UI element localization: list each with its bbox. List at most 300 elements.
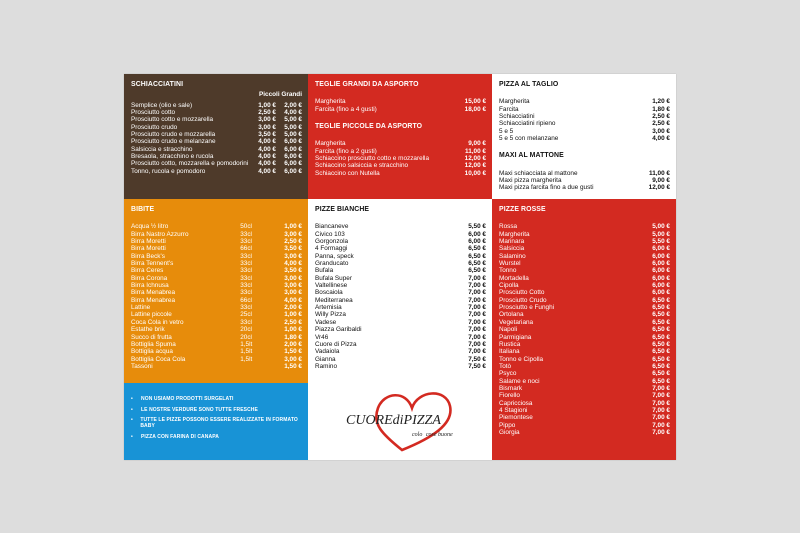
item-name: Piazza Garibaldi [315,326,362,334]
item-name: Prosciutto cotto e mozzarella [131,116,214,124]
item-price: 6,00 € [652,252,670,260]
item-size [240,363,284,370]
item-name: 4 Stagioni [499,406,528,414]
menu-item [315,231,486,238]
item-price: 1,80 € [652,105,670,113]
item-name: Tonno, rucola e pomodoro [131,167,206,175]
item-name: Wurstel [499,260,521,268]
menu-item [131,116,302,123]
menu-sheet [124,74,676,460]
note-item [131,417,302,429]
item-size: 66cl [240,245,252,253]
item-size: 50cl [240,223,252,231]
item-name: Willy Pizza [315,311,346,319]
item-name: Prosciutto Cotto [499,289,545,297]
menu-item [315,148,486,155]
menu-item [131,168,302,175]
menu-item [131,348,302,355]
item-price: 7,00 € [468,326,486,334]
item-name: Cipolla [499,282,519,290]
item-price-small: 1,00 € [258,101,276,109]
item-price: 7,00 € [468,340,486,348]
item-size: 33cl [240,318,252,326]
item-name: Rustica [499,340,521,348]
item-price: 2,50 € [652,120,670,128]
menu-item [315,348,486,355]
item-price: 7,50 € [468,362,486,370]
item-price: 6,50 € [468,267,486,275]
item-size: 20cl [240,333,252,341]
item-name: Lattine [131,304,151,312]
item-price: 18,00 € [464,105,486,113]
item-name: Birra Nastro Azzurro [131,230,189,238]
item-price: 9,00 € [652,177,670,185]
menu-item [499,184,670,191]
item-price: 2,00 € [284,304,302,312]
menu-item [131,124,302,131]
menu-item [499,378,670,385]
item-name: Prosciutto crudo e mozzarella [131,131,216,139]
item-price: 7,00 € [652,399,670,407]
item-name: Margherita [315,140,346,148]
item-name: Farcita [499,105,519,113]
item-price: 2,00 € [284,340,302,348]
item-price: 11,00 € [649,169,670,177]
item-price: 7,00 € [468,274,486,282]
schiacciatini-column-headers [131,91,302,98]
item-name: Totò [499,362,512,370]
item-name: Marinara [499,238,525,246]
item-name: Bresaola, stracchino e rucola [131,153,214,161]
item-price: 4,00 € [652,135,670,143]
item-name: Gorgonzola [315,238,349,246]
item-name: Gianna [315,355,336,363]
menu-item [315,98,486,105]
item-name: Piemontese [499,414,533,422]
menu-item [499,385,670,392]
item-name: Birra Menabrea [131,289,176,297]
item-name: Italiana [499,348,520,356]
menu-item [499,297,670,304]
item-price: 6,50 € [652,304,670,312]
item-price: 6,00 € [468,238,486,246]
item-price: 2,50 € [652,113,670,121]
item-price-large: 6,00 € [284,145,302,153]
item-name: Vegetariana [499,318,534,326]
item-size: 66cl [240,296,252,304]
item-price: 3,00 € [652,127,670,135]
item-name: Vr46 [315,333,329,341]
column-small-label: Piccoli [259,91,280,99]
menu-item [131,311,302,318]
schiacciatini-title: SCHIACCIATINI [131,81,184,88]
item-price: 7,00 € [468,296,486,304]
item-name: Vadaiola [315,348,340,356]
item-name: Bottiglia Coca Cola [131,355,186,363]
menu-item [499,275,670,282]
menu-item [315,170,486,177]
menu-item [499,260,670,267]
pizza-taglio-title: PIZZA AL TAGLIO [499,81,559,88]
menu-item [131,223,302,230]
item-name: Prosciutto cotto, mozzarella e pomodorini [131,160,249,168]
item-price: 3,00 € [284,355,302,363]
item-name: Psyco [499,370,517,378]
item-price: 6,50 € [652,318,670,326]
item-price: 6,00 € [652,282,670,290]
bibite-list [131,223,302,370]
note-text: TUTTE LE PIZZE POSSONO ESSERE REALIZZATE IN FORMATO BABY [140,417,298,429]
item-name: Bottiglia Spuma [131,340,176,348]
item-price: 7,00 € [652,384,670,392]
menu-item [131,245,302,252]
item-name: Bufala [315,267,334,275]
item-size: 33cl [240,230,252,238]
item-price: 6,50 € [468,252,486,260]
item-name: Schiaccino con Nutella [315,169,380,177]
item-size: 33cl [240,238,252,246]
pizze-bianche-list [315,223,486,370]
item-price: 6,50 € [652,333,670,341]
bibite-title: BIBITE [131,206,155,213]
schiacciatini-list [131,102,302,175]
menu-item [131,253,302,260]
item-price: 3,00 € [284,282,302,290]
item-price: 6,00 € [652,274,670,282]
item-price: 7,00 € [652,428,670,436]
note-bullet: • [131,433,133,440]
item-price: 6,50 € [652,311,670,319]
item-name: Tassoni [131,362,153,370]
item-name: Farcita (fino a 2 gusti) [315,147,377,155]
item-price: 2,50 € [284,318,302,326]
item-price: 6,00 € [652,260,670,268]
item-name: 4 Formaggi [315,245,348,253]
item-price: 1,50 € [284,362,302,370]
menu-item [131,260,302,267]
item-price: 2,50 € [284,238,302,246]
item-price: 6,50 € [652,377,670,385]
item-price: 1,80 € [284,333,302,341]
item-name: Boscaiola [315,289,343,297]
menu-item [315,334,486,341]
item-name: Birra Moretti [131,238,166,246]
item-price: 6,50 € [652,370,670,378]
item-name: Salsiccia [499,245,525,253]
menu-item [499,363,670,370]
cuore-di-pizza-logo [342,384,472,452]
item-name: Granducato [315,260,349,268]
item-name: Birra Moretti [131,245,166,253]
menu-item [315,238,486,245]
item-price: 1,20 € [652,98,670,106]
item-price-large: 5,00 € [284,123,302,131]
item-price: 1,00 € [284,311,302,319]
item-name: Birra Menabrea [131,296,176,304]
item-price-large: 5,00 € [284,116,302,124]
item-price: 7,00 € [468,282,486,290]
item-price: 3,50 € [284,267,302,275]
item-price: 7,00 € [652,392,670,400]
bibite-panel [124,199,308,383]
menu-item [315,363,486,370]
item-price: 5,50 € [468,223,486,231]
item-name: Margherita [499,230,530,238]
item-name: Prosciutto crudo [131,123,178,131]
menu-item [499,311,670,318]
teglie-piccole-title: TEGLIE PICCOLE DA ASPORTO [315,123,423,131]
item-price: 3,50 € [284,245,302,253]
menu-item [131,363,302,370]
menu-item [499,334,670,341]
item-name: Napoli [499,326,518,334]
item-price: 6,50 € [468,260,486,268]
item-price: 6,00 € [652,245,670,253]
item-price: 12,00 € [464,162,486,170]
item-name: Mortadella [499,274,529,282]
item-size: 33cl [240,252,252,260]
item-size: 33cl [240,274,252,282]
item-price: 7,00 € [468,318,486,326]
menu-item [315,341,486,348]
item-price-small: 4,00 € [258,167,276,175]
schiacciatini-panel [124,74,308,199]
item-name: Lattine piccole [131,311,172,319]
menu-item [499,267,670,274]
item-price: 7,00 € [468,289,486,297]
menu-item [131,153,302,160]
menu-item [315,253,486,260]
item-name: Coca Cola in vetro [131,318,184,326]
pizze-rosse-panel [492,199,676,460]
menu-item [499,120,670,127]
item-price: 7,00 € [468,311,486,319]
item-price: 6,00 € [468,230,486,238]
item-price-large: 6,00 € [284,138,302,146]
menu-item [315,304,486,311]
item-price-small: 2,50 € [258,109,276,117]
item-price: 7,00 € [652,421,670,429]
item-name: Schiaccino prosciutto cotto e mozzarella [315,155,430,163]
item-price: 6,50 € [652,362,670,370]
item-name: Giorgia [499,428,520,436]
item-size: 33cl [240,267,252,275]
item-size: 33cl [240,289,252,297]
item-name: Acqua ½ litro [131,223,169,231]
item-name: Schiacciatini [499,113,535,121]
item-price-small: 3,00 € [258,123,276,131]
note-item [131,434,302,440]
menu-item [131,356,302,363]
item-name: Salame e noci [499,377,540,385]
item-name: Mediterranea [315,296,353,304]
item-price: 6,00 € [652,289,670,297]
menu-item [499,429,670,436]
item-name: Estathe brik [131,326,165,334]
item-name: Bismark [499,384,523,392]
menu-item [131,334,302,341]
logo-main-text: CUOREdiPIZZA [346,413,441,428]
menu-item [315,356,486,363]
item-price: 12,00 € [464,155,486,163]
item-price-large: 4,00 € [284,109,302,117]
item-price: 3,00 € [284,230,302,238]
menu-item [499,128,670,135]
item-name: Tonno e Cipolla [499,355,544,363]
note-text: PIZZA CON FARINA DI CANAPA [141,433,219,440]
item-size: 1,5lt [240,355,253,363]
menu-item [499,356,670,363]
item-name: Pippo [499,421,516,429]
menu-item [315,311,486,318]
menu-item [499,223,670,230]
item-name: Semplice (olio e sale) [131,101,193,109]
item-price: 6,50 € [652,355,670,363]
menu-item [131,238,302,245]
menu-item [315,319,486,326]
item-price: 10,00 € [464,169,486,177]
menu-item [315,275,486,282]
item-price: 3,00 € [284,289,302,297]
menu-item [499,106,670,113]
item-name: Valtellinese [315,282,348,290]
item-name: Civico 103 [315,230,345,238]
item-name: Birra Ceres [131,267,164,275]
item-price: 5,00 € [652,223,670,231]
menu-item [131,326,302,333]
menu-item [315,282,486,289]
item-name: 5 e 5 [499,127,514,135]
menu-item [131,267,302,274]
menu-item [131,289,302,296]
menu-item [315,155,486,162]
item-name: 5 e 5 con melanzane [499,135,559,143]
item-name: Biancaneve [315,223,349,231]
item-name: Prosciutto Crudo [499,296,547,304]
item-price: 6,50 € [652,348,670,356]
item-price-large: 6,00 € [284,160,302,168]
item-name: Fiorello [499,392,520,400]
pizze-bianche-panel [308,199,492,460]
item-name: Margherita [499,98,530,106]
item-size: 1,5lt [240,348,253,356]
menu-item [315,297,486,304]
item-price: 9,00 € [468,140,486,148]
item-name: Schiaccino salsiccia e stracchino [315,162,409,170]
teglie-grandi-list [315,98,486,113]
menu-item [315,245,486,252]
maxi-title: MAXI AL MATTONE [499,152,564,160]
item-price: 7,00 € [468,304,486,312]
item-price-small: 3,00 € [258,116,276,124]
pizza-taglio-list [499,98,670,142]
item-price: 6,50 € [652,326,670,334]
menu-item [315,326,486,333]
menu-item [499,392,670,399]
menu-item [315,260,486,267]
item-size: 33cl [240,304,252,312]
item-price-small: 3,50 € [258,131,276,139]
item-price: 11,00 € [465,147,486,155]
item-price: 3,00 € [284,252,302,260]
item-price: 7,00 € [468,333,486,341]
item-name: Rossa [499,223,518,231]
item-price: 5,00 € [652,230,670,238]
item-name: Ramino [315,362,338,370]
item-price: 7,00 € [468,348,486,356]
item-price: 7,00 € [652,414,670,422]
item-price: 15,00 € [464,98,486,106]
menu-item [315,106,486,113]
menu-item [499,113,670,120]
menu-item [499,414,670,421]
item-price-small: 4,00 € [258,138,276,146]
item-name: Schiacciatini ripieno [499,120,556,128]
item-price: 4,00 € [284,260,302,268]
menu-item [499,407,670,414]
item-name: Succo di frutta [131,333,172,341]
item-price: 1,00 € [284,326,302,334]
menu-item [499,422,670,429]
item-name: Bufala Super [315,274,352,282]
item-name: Maxi pizza margherita [499,177,562,185]
menu-item [131,304,302,311]
menu-item [499,98,670,105]
menu-item [131,231,302,238]
item-name: Margherita [315,98,346,106]
menu-item [499,238,670,245]
menu-item [499,177,670,184]
item-name: Birra Corona [131,274,168,282]
item-price: 12,00 € [648,184,670,192]
column-large-label: Grandi [281,91,302,99]
item-price: 7,00 € [652,406,670,414]
menu-item [131,131,302,138]
menu-item [131,282,302,289]
item-name: Salamino [499,252,526,260]
taglio-panel [492,74,676,199]
item-price-small: 4,00 € [258,160,276,168]
item-size: 25cl [240,311,252,319]
item-size: 20cl [240,326,252,334]
logo-tagline: cose buone [425,432,453,438]
item-name: Prosciutto e Funghi [499,304,555,312]
note-bullet: • [131,396,133,402]
teglie-panel [308,74,492,199]
item-name: Ortolana [499,311,524,319]
item-price: 6,00 € [652,267,670,275]
menu-item [315,267,486,274]
note-text: LE NOSTRE VERDURE SONO TUTTE FRESCHE [141,406,258,413]
note-bullet: • [131,406,133,413]
svg-text:colo cose buone [412,432,453,438]
item-name: Parmigiana [499,333,532,341]
menu-item [499,304,670,311]
item-price-large: 6,00 € [284,167,302,175]
menu-item [499,135,670,142]
item-price: 1,00 € [284,223,302,231]
menu-item [499,370,670,377]
menu-item [499,253,670,260]
item-name: Tonno [499,267,517,275]
pizze-bianche-title: PIZZE BIANCHE [315,206,370,213]
menu-item [131,160,302,167]
pizze-rosse-list [499,223,670,436]
pizze-rosse-title: PIZZE ROSSE [499,206,546,213]
menu-item [499,319,670,326]
item-name: Farcita (fino a 4 gusti) [315,105,377,113]
item-name: Birra Beck's [131,252,165,260]
